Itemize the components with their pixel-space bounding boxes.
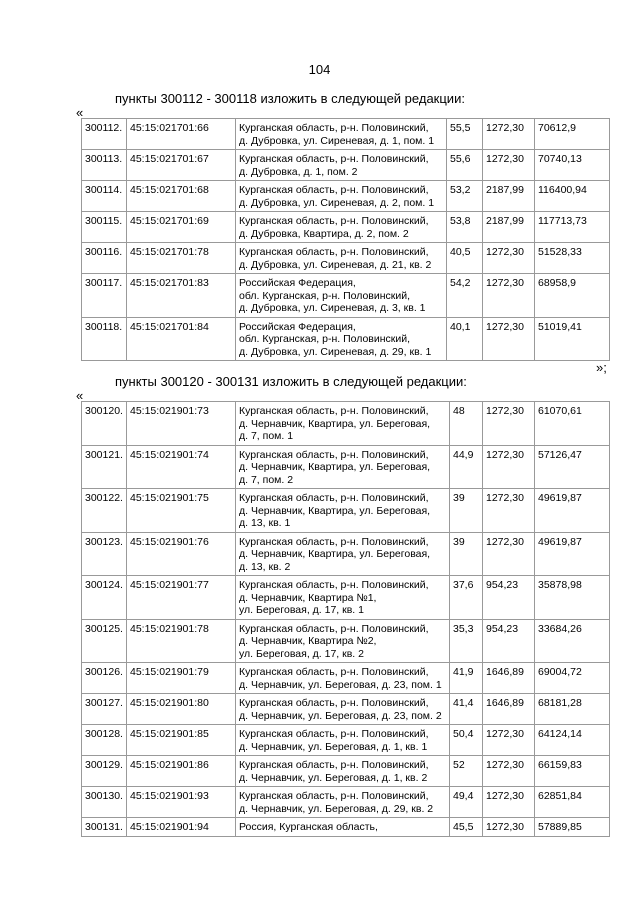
registry-table-2 <box>81 401 610 837</box>
cadastral-number-cell: 45:15:021901:80 <box>127 694 236 725</box>
cadastral-number-cell: 45:15:021901:86 <box>127 756 236 787</box>
area-cell: 52 <box>450 756 483 787</box>
cadastral-number-cell: 45:15:021901:73 <box>127 402 236 446</box>
cadastral-value-cell: 49619,87 <box>535 489 610 533</box>
address-line: д. Дубровка, ул. Сиреневая, д. 29, кв. 1 <box>239 345 432 358</box>
address-line: д. Чернавчик, ул. Береговая, д. 29, кв. 2 <box>239 802 434 815</box>
table-row <box>82 212 610 243</box>
section1-close-quote: »; <box>596 360 607 375</box>
address-line: д. Дубровка, Квартира, д. 2, пом. 2 <box>239 227 409 240</box>
rate-cell: 1272,30 <box>483 532 535 576</box>
cadastral-number-cell: 45:15:021901:79 <box>127 663 236 694</box>
section1-instruction: пункты 300112 - 300118 изложить в следующей редакции: <box>115 91 465 106</box>
section2-instruction: пункты 300120 - 300131 изложить в следующей редакции: <box>115 374 467 389</box>
address-line: Российская Федерация, <box>239 320 356 333</box>
row-number-cell: 300120. <box>82 402 127 446</box>
cadastral-number-cell: 45:15:021701:69 <box>127 212 236 243</box>
rate-cell: 1272,30 <box>483 818 535 837</box>
row-number-cell: 300122. <box>82 489 127 533</box>
address-line: обл. Курганская, р-н. Половинский, <box>239 333 411 345</box>
area-cell: 50,4 <box>450 725 483 756</box>
cadastral-value-cell: 68958,9 <box>535 274 610 318</box>
rate-cell: 1272,30 <box>483 317 535 361</box>
address-cell <box>236 694 450 725</box>
address-line: д. Чернавчик, ул. Береговая, д. 23, пом. 1 <box>239 678 442 691</box>
row-number-cell: 300117. <box>82 274 127 318</box>
address-cell <box>236 489 450 533</box>
table-row <box>82 119 610 150</box>
cadastral-number-cell: 45:15:021701:83 <box>127 274 236 318</box>
cadastral-value-cell: 51019,41 <box>535 317 610 361</box>
address-cell <box>236 402 450 446</box>
address-cell <box>236 274 447 318</box>
address-cell <box>236 725 450 756</box>
cadastral-value-cell: 62851,84 <box>535 787 610 818</box>
table-row <box>82 694 610 725</box>
cadastral-number-cell: 45:15:021701:67 <box>127 150 236 181</box>
address-line: д. Дубровка, ул. Сиреневая, д. 3, кв. 1 <box>239 302 426 314</box>
address-line: Россия, Курганская область, <box>239 821 378 833</box>
table-row <box>82 576 610 620</box>
table-row <box>82 663 610 694</box>
cadastral-value-cell: 35878,98 <box>535 576 610 620</box>
page-number: 104 <box>308 62 331 77</box>
cadastral-number-cell: 45:15:021701:66 <box>127 119 236 150</box>
cadastral-number-cell: 45:15:021901:77 <box>127 576 236 620</box>
address-line: Курганская область, р-н. Половинский, <box>239 622 429 635</box>
address-line: д. Чернавчик, ул. Береговая, д. 1, кв. 2 <box>239 771 428 784</box>
table-row <box>82 725 610 756</box>
rate-cell: 1272,30 <box>483 725 535 756</box>
cadastral-value-cell: 61070,61 <box>535 402 610 446</box>
address-line: д. 13, кв. 1 <box>239 517 291 529</box>
address-line: д. Дубровка, ул. Сиреневая, д. 21, кв. 2 <box>239 258 432 271</box>
table-row <box>82 243 610 274</box>
row-number-cell: 300125. <box>82 619 127 663</box>
address-line: д. Чернавчик, Квартира, ул. Береговая, <box>239 504 431 517</box>
area-cell: 55,5 <box>447 119 483 150</box>
area-cell: 53,8 <box>447 212 483 243</box>
address-cell <box>236 663 450 694</box>
area-cell: 39 <box>450 489 483 533</box>
cadastral-value-cell: 64124,14 <box>535 725 610 756</box>
address-line: д. Чернавчик, Квартира, ул. Береговая, <box>239 461 431 473</box>
table-row <box>82 756 610 787</box>
row-number-cell: 300126. <box>82 663 127 694</box>
row-number-cell: 300123. <box>82 532 127 576</box>
area-cell: 40,1 <box>447 317 483 361</box>
address-line: Курганская область, р-н. Половинский, <box>239 728 429 740</box>
address-line: д. Дубровка, д. 1, пом. 2 <box>239 165 358 178</box>
address-line: д. Чернавчик, ул. Береговая, д. 1, кв. 1 <box>239 740 428 753</box>
address-line: Курганская область, р-н. Половинский, <box>239 246 429 258</box>
address-line: д. Чернавчик, Квартира №1, <box>239 591 377 604</box>
cadastral-number-cell: 45:15:021701:78 <box>127 243 236 274</box>
cadastral-value-cell: 116400,94 <box>535 181 610 212</box>
rate-cell: 1646,89 <box>483 663 535 694</box>
address-line: Курганская область, р-н. Половинский, <box>239 579 429 591</box>
cadastral-value-cell: 68181,28 <box>535 694 610 725</box>
address-cell <box>236 532 450 576</box>
address-line: Курганская область, р-н. Половинский, <box>239 405 429 417</box>
address-line: д. Дубровка, ул. Сиреневая, д. 1, пом. 1 <box>239 134 435 147</box>
cadastral-value-cell: 33684,26 <box>535 619 610 663</box>
address-line: д. 7, пом. 2 <box>239 473 294 486</box>
rate-cell: 1646,89 <box>483 694 535 725</box>
cadastral-number-cell: 45:15:021901:85 <box>127 725 236 756</box>
table-row <box>82 445 610 489</box>
rate-cell: 2187,99 <box>483 181 535 212</box>
table-row <box>82 181 610 212</box>
address-cell <box>236 787 450 818</box>
cadastral-number-cell: 45:15:021901:74 <box>127 445 236 489</box>
rate-cell: 1272,30 <box>483 787 535 818</box>
row-number-cell: 300116. <box>82 243 127 274</box>
cadastral-value-cell: 49619,87 <box>535 532 610 576</box>
area-cell: 41,4 <box>450 694 483 725</box>
cadastral-value-cell: 57889,85 <box>535 818 610 837</box>
cadastral-value-cell: 69004,72 <box>535 663 610 694</box>
table-row <box>82 150 610 181</box>
address-line: обл. Курганская, р-н. Половинский, <box>239 289 411 302</box>
address-cell <box>236 756 450 787</box>
address-line: Курганская область, р-н. Половинский, <box>239 790 429 802</box>
address-cell <box>236 181 447 212</box>
address-cell <box>236 619 450 663</box>
table-row <box>82 274 610 318</box>
address-cell <box>236 317 447 361</box>
cadastral-number-cell: 45:15:021901:76 <box>127 532 236 576</box>
area-cell: 41,9 <box>450 663 483 694</box>
address-line: Курганская область, р-н. Половинский, <box>239 492 429 504</box>
address-line: ул. Береговая, д. 17, кв. 2 <box>239 647 364 660</box>
address-line: д. Дубровка, ул. Сиреневая, д. 2, пом. 1 <box>239 196 435 209</box>
rate-cell: 1272,30 <box>483 445 535 489</box>
cadastral-value-cell: 117713,73 <box>535 212 610 243</box>
rate-cell: 1272,30 <box>483 274 535 318</box>
table-row <box>82 317 610 361</box>
area-cell: 55,6 <box>447 150 483 181</box>
area-cell: 54,2 <box>447 274 483 318</box>
section1-open-quote: « <box>76 105 84 120</box>
address-line: д. Чернавчик, Квартира №2, <box>239 635 377 647</box>
address-cell <box>236 150 447 181</box>
address-cell <box>236 119 447 150</box>
registry-table-2-body <box>82 402 610 837</box>
table-row <box>82 818 610 837</box>
registry-table-1-body <box>82 119 610 361</box>
cadastral-number-cell: 45:15:021901:94 <box>127 818 236 837</box>
cadastral-number-cell: 45:15:021701:68 <box>127 181 236 212</box>
cadastral-value-cell: 57126,47 <box>535 445 610 489</box>
address-line: д. 7, пом. 1 <box>239 430 294 442</box>
address-line: Курганская область, р-н. Половинский, <box>239 122 429 134</box>
area-cell: 53,2 <box>447 181 483 212</box>
address-line: д. Чернавчик, Квартира, ул. Береговая, <box>239 417 431 430</box>
row-number-cell: 300113. <box>82 150 127 181</box>
row-number-cell: 300128. <box>82 725 127 756</box>
row-number-cell: 300127. <box>82 694 127 725</box>
rate-cell: 954,23 <box>483 576 535 620</box>
area-cell: 44,9 <box>450 445 483 489</box>
row-number-cell: 300131. <box>82 818 127 837</box>
cadastral-number-cell: 45:15:021901:93 <box>127 787 236 818</box>
address-line: д. Чернавчик, Квартира, ул. Береговая, <box>239 548 431 560</box>
table-row <box>82 489 610 533</box>
rate-cell: 2187,99 <box>483 212 535 243</box>
address-cell <box>236 212 447 243</box>
row-number-cell: 300130. <box>82 787 127 818</box>
section2-open-quote: « <box>76 388 84 403</box>
cadastral-value-cell: 51528,33 <box>535 243 610 274</box>
area-cell: 49,4 <box>450 787 483 818</box>
address-line: Курганская область, р-н. Половинский, <box>239 666 429 678</box>
table-row <box>82 619 610 663</box>
rate-cell: 954,23 <box>483 619 535 663</box>
cadastral-number-cell: 45:15:021701:84 <box>127 317 236 361</box>
row-number-cell: 300115. <box>82 212 127 243</box>
address-line: Курганская область, р-н. Половинский, <box>239 153 429 165</box>
cadastral-number-cell: 45:15:021901:78 <box>127 619 236 663</box>
row-number-cell: 300114. <box>82 181 127 212</box>
table-row <box>82 787 610 818</box>
rate-cell: 1272,30 <box>483 402 535 446</box>
area-cell: 39 <box>450 532 483 576</box>
area-cell: 40,5 <box>447 243 483 274</box>
address-cell <box>236 576 450 620</box>
rate-cell: 1272,30 <box>483 243 535 274</box>
address-line: Курганская область, р-н. Половинский, <box>239 184 429 196</box>
address-line: Курганская область, р-н. Половинский, <box>239 697 429 709</box>
cadastral-value-cell: 70612,9 <box>535 119 610 150</box>
address-cell <box>236 243 447 274</box>
registry-table-1 <box>81 118 610 361</box>
cadastral-number-cell: 45:15:021901:75 <box>127 489 236 533</box>
address-cell <box>236 818 450 837</box>
address-line: Курганская область, р-н. Половинский, <box>239 448 429 461</box>
address-line: д. Чернавчик, ул. Береговая, д. 23, пом. 2 <box>239 709 442 722</box>
row-number-cell: 300112. <box>82 119 127 150</box>
address-line: ул. Береговая, д. 17, кв. 1 <box>239 604 364 616</box>
rate-cell: 1272,30 <box>483 489 535 533</box>
row-number-cell: 300129. <box>82 756 127 787</box>
rate-cell: 1272,30 <box>483 756 535 787</box>
table-row <box>82 532 610 576</box>
row-number-cell: 300118. <box>82 317 127 361</box>
address-line: д. 13, кв. 2 <box>239 560 291 573</box>
rate-cell: 1272,30 <box>483 119 535 150</box>
address-line: Курганская область, р-н. Половинский, <box>239 535 429 548</box>
area-cell: 45,5 <box>450 818 483 837</box>
address-line: Курганская область, р-н. Половинский, <box>239 759 429 771</box>
row-number-cell: 300124. <box>82 576 127 620</box>
table-row <box>82 402 610 446</box>
area-cell: 37,6 <box>450 576 483 620</box>
area-cell: 35,3 <box>450 619 483 663</box>
address-line: Российская Федерация, <box>239 277 356 289</box>
area-cell: 48 <box>450 402 483 446</box>
rate-cell: 1272,30 <box>483 150 535 181</box>
address-line: Курганская область, р-н. Половинский, <box>239 215 429 227</box>
cadastral-value-cell: 66159,83 <box>535 756 610 787</box>
row-number-cell: 300121. <box>82 445 127 489</box>
address-cell <box>236 445 450 489</box>
cadastral-value-cell: 70740,13 <box>535 150 610 181</box>
